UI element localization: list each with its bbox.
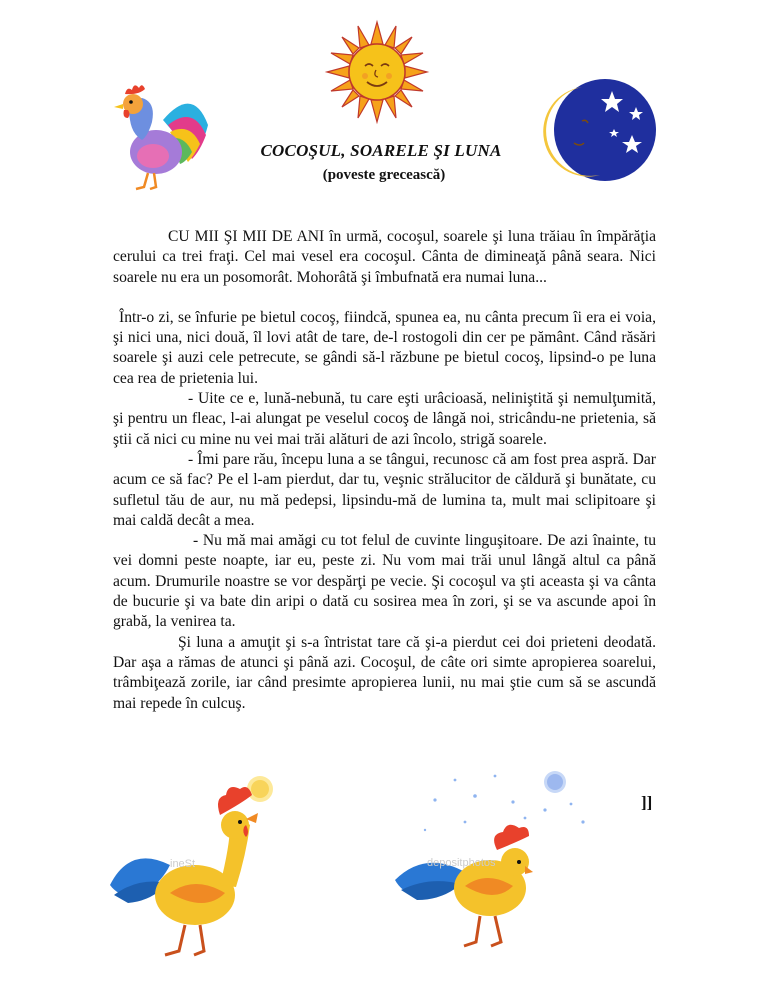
story-subtitle: (poveste grecească) — [322, 167, 446, 183]
rooster-moon-illustration — [395, 770, 595, 970]
story-body — [113, 227, 656, 714]
story-paragraph: - Nu mă mai amăgi cu tot felul de cuvinte linguşitoare. De azi înainte, tu vei domni peste noapte, iar eu, peste zi. Nu vom mai trăi unul lângă altul ca până acum. Drumurile noastre se vor despărţi pe vecie. Şi cocoşul va şti aceasta şi va cânta de bucurie şi va bate din aripi o dată cu sosirea mea în zori, şi se va ascunde apoi în grabă, la venirea ta. — [113, 532, 656, 631]
story-paragraph: CU MII ŞI MII DE ANI în urmă, cocoşul, soarele şi luna trăiau în împărăţia cerului ca trei fraţi. Cel mai vesel era cocoşul. Cânta de dimineaţă până seara. Nici soarele nu era un posomorât. Mohorâtă şi îmbufnată era numai luna... — [113, 228, 656, 286]
sun-illustration — [327, 22, 427, 122]
story-paragraph: Şi luna a amuţit şi s-a întristat tare că şi-a pierdut cei doi prieteni deodată. Dar aşa a rămas de atunci şi până azi. Cocoşul, de câte ori simte apropierea soarelui, trâmbiţează zorile, iar când presimte apropierea lunii, nu mai ştie cum să se ascundă mai repede în culcuş. — [113, 633, 656, 712]
story-paragraph: - Uite ce e, lună-nebună, tu care eşti urâcioasă, neliniştită şi nemulţumită, şi pentru un fleac, l-ai alungat pe veselul cocoş de lângă noi, stricându-ne prietenia, să ştii că nici cu mine nu vei mai trăi alături de azi încolo, strigă soarele. — [113, 390, 656, 448]
story-paragraph: Într-o zi, se înfurie pe bietul cocoş, fiindcă, spunea ea, nu cânta precum îi era ei voia, şi nici una, nici două, îl lovi atât de tare, de-l rostogoli din cer pe pământ. Când răsări soarele şi auzi cele petrecute, se gândi să-l răzbune pe bietul cocoş, lipsind-o pe luna cea rea de prietenia lui. — [113, 308, 656, 387]
end-mark: ]] — [641, 793, 653, 812]
story-paragraph: - Îmi pare rău, începu luna a se tângui, recunosc că am fost prea aspră. Dar acum ce să fac? Pe el l-am pierdut, dar tu, veşnic strălucitor de căldură şi bunătate, cu sufletul tău de aur, nu mă pedepsi, lipsindu-mă de lumina ta, mult mai sclipitoare şi mai caldă decât a mea. — [113, 450, 656, 529]
watermark: depositphotos — [427, 857, 496, 869]
rooster-sun-illustration — [100, 775, 280, 975]
svg-text:ineSt: ineSt — [170, 858, 196, 870]
story-title: COCOŞUL, SOARELE ŞI LUNA — [260, 141, 502, 160]
